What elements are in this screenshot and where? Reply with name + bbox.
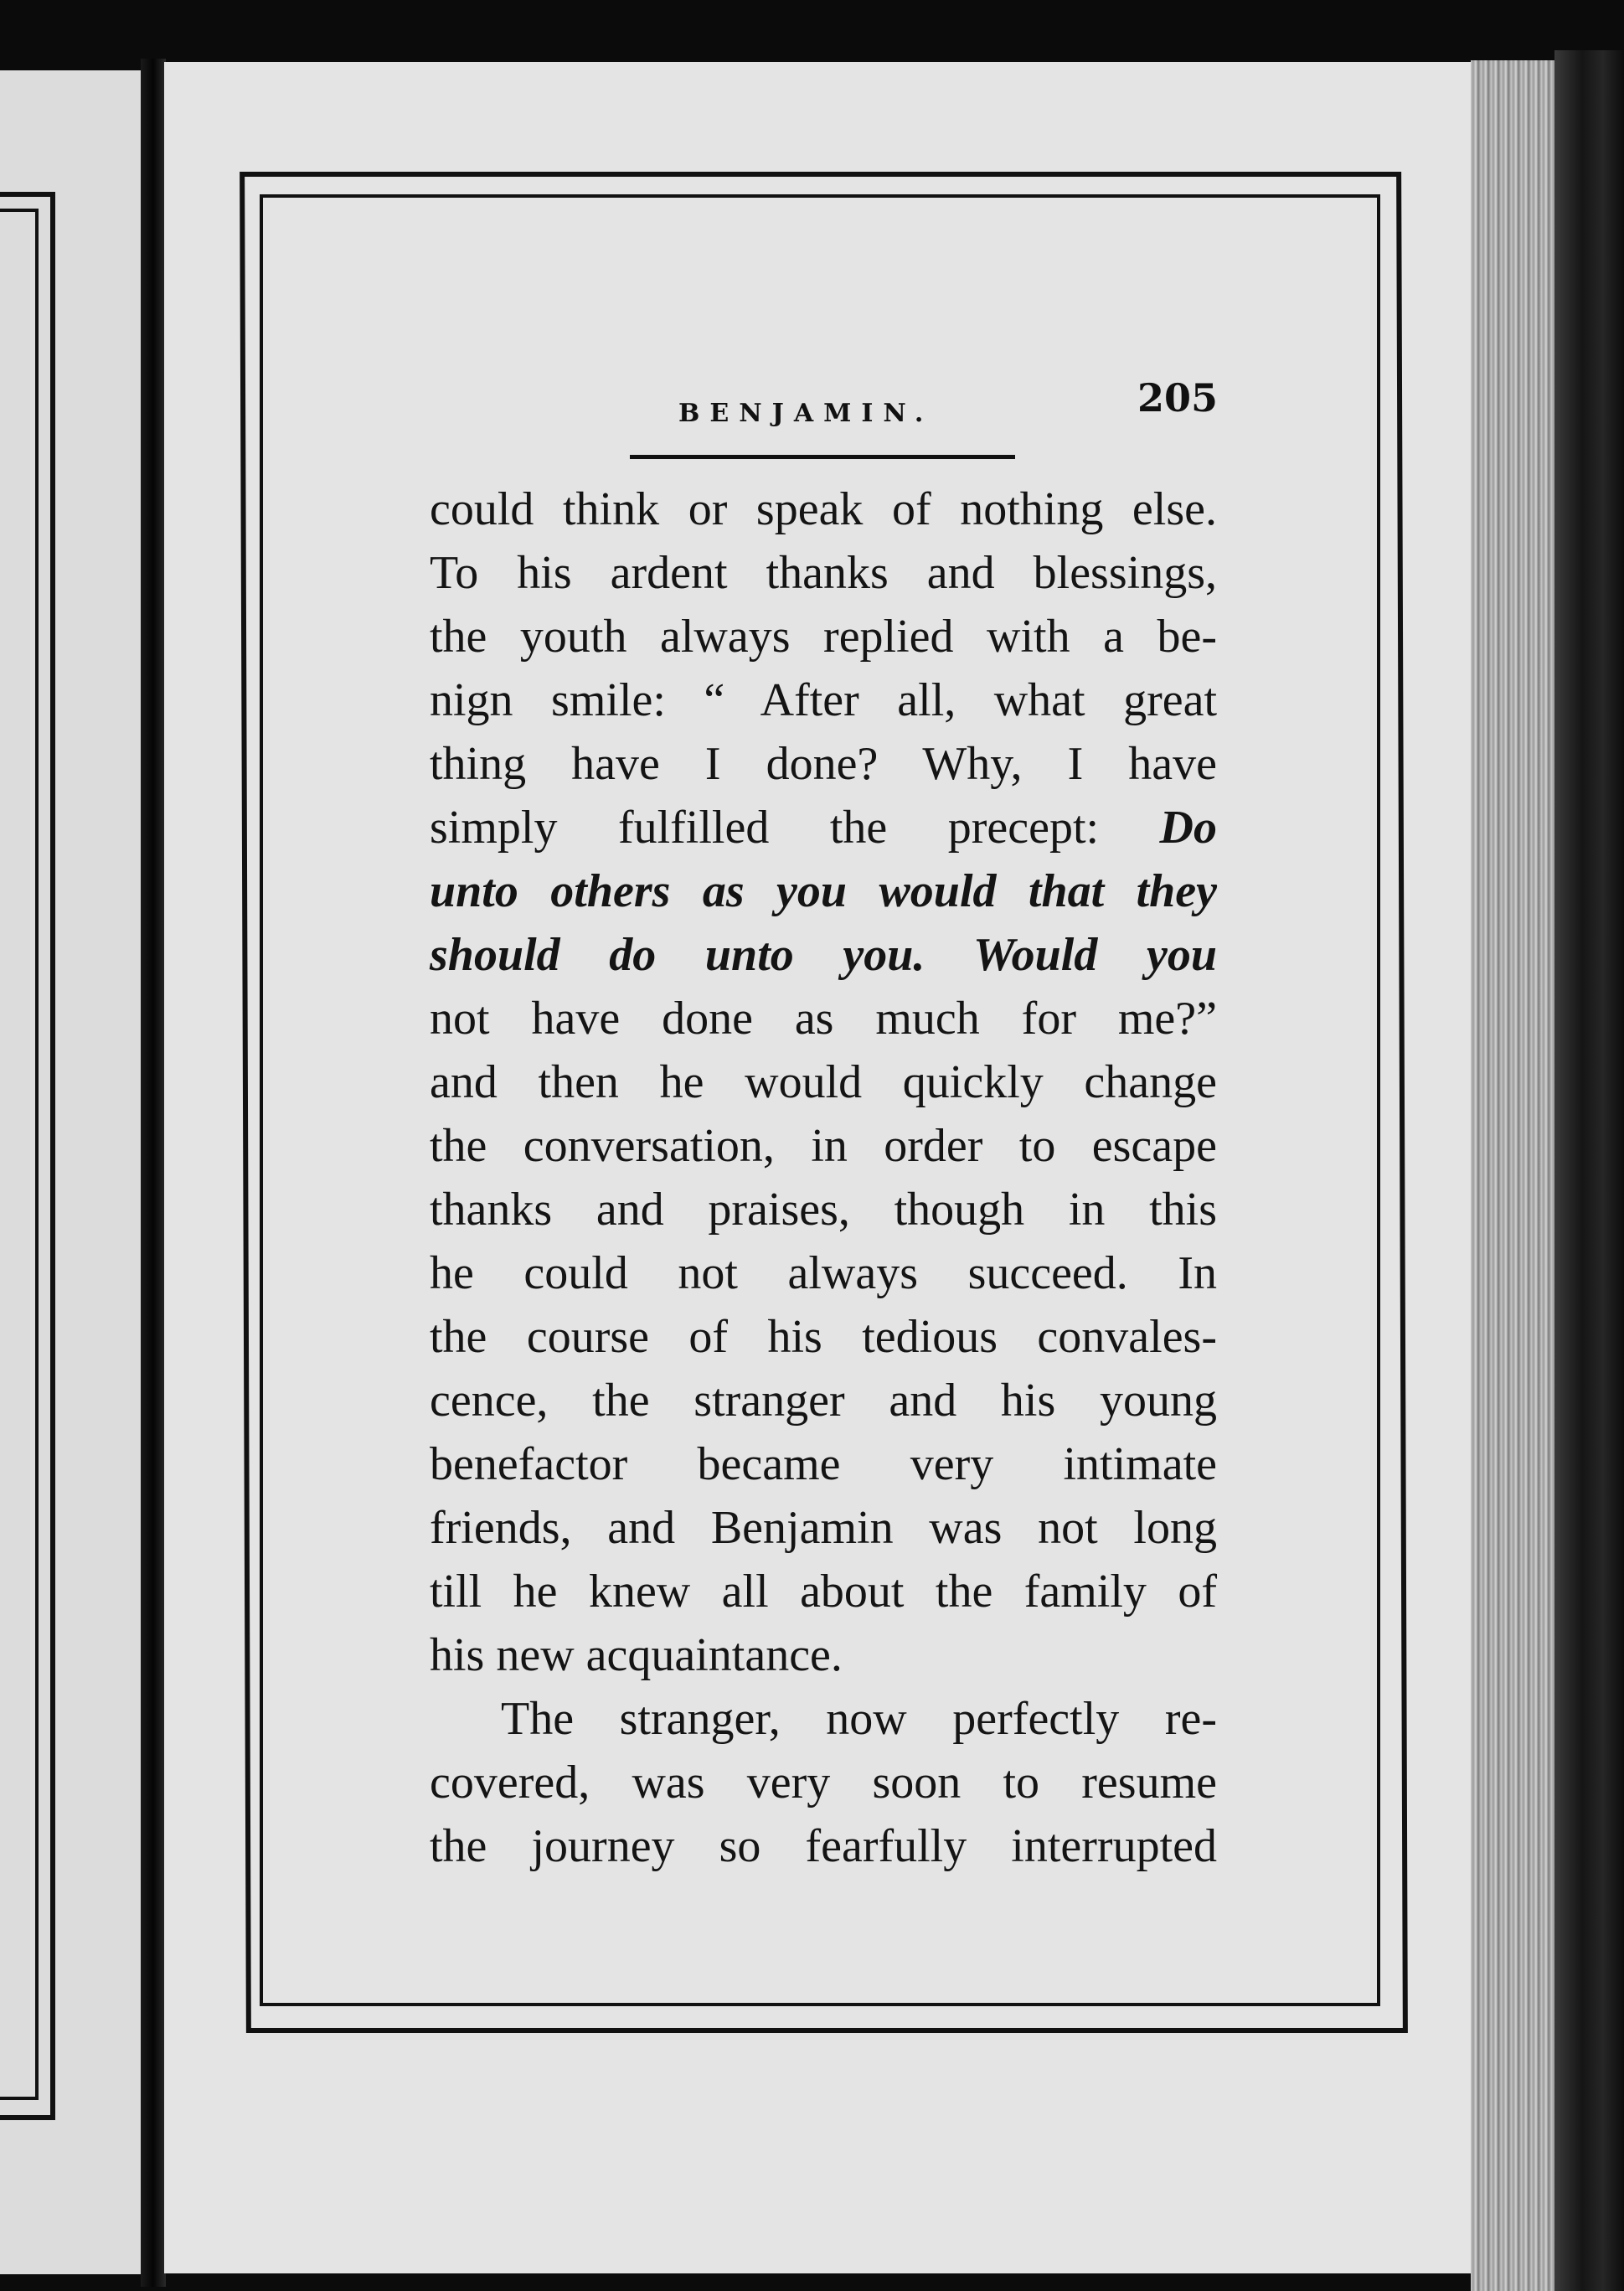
text-line: the course of his tedious convales-	[430, 1311, 1217, 1363]
text-line: the conversation, in order to escape	[430, 1120, 1217, 1172]
text-line-with-italic	[430, 796, 1217, 859]
text-line: friends, and Benjamin was not long	[430, 1502, 1217, 1554]
text-line: could think or speak of nothing else.	[430, 483, 1217, 535]
text-line: his new acquaintance.	[430, 1629, 843, 1681]
text-line: thing have I done? Why, I have	[430, 738, 1217, 790]
text-line: he could not always succeed. In	[430, 1247, 1217, 1299]
italic-precept-line: unto others as you would that they	[430, 865, 1217, 917]
text-line: not have done as much for me?”	[430, 993, 1217, 1045]
text-segment: simply fulfilled the precept:	[430, 802, 1100, 854]
italic-precept-end: should	[430, 929, 560, 981]
text-line: nign smile: “ After all, what great	[430, 674, 1217, 726]
previous-page-edge	[0, 70, 141, 2274]
text-line: the journey so fearfully interrupted	[430, 1820, 1217, 1872]
text-line: the youth always replied with a be-	[430, 611, 1217, 663]
text-line-with-italic	[430, 923, 1217, 987]
body-text	[430, 477, 1217, 1878]
text-line: thanks and praises, though in this	[430, 1184, 1217, 1236]
header-rule	[630, 455, 1015, 459]
italic-precept-start: Do	[1159, 802, 1217, 854]
text-line: till he knew all about the family of	[430, 1566, 1217, 1618]
text-line: and then he would quickly change	[430, 1056, 1217, 1108]
previous-page-frame-inner	[0, 209, 39, 2100]
page-number: 205	[1137, 375, 1219, 421]
text-line: benefactor became very intimate	[430, 1438, 1217, 1490]
text-line: covered, was very soon to resume	[430, 1757, 1217, 1809]
text-line: To his ardent thanks and blessings,	[430, 547, 1217, 599]
page-stack-edge	[1471, 60, 1554, 2291]
text-line: cence, the stranger and his young	[430, 1375, 1217, 1427]
text-segment: do unto you. Would you	[609, 929, 1217, 981]
book-gutter	[141, 59, 166, 2287]
book-cover-edge	[1554, 50, 1624, 2291]
paragraph-start-line: The stranger, now perfectly re-	[501, 1693, 1217, 1745]
running-head: BENJAMIN.	[678, 399, 934, 428]
